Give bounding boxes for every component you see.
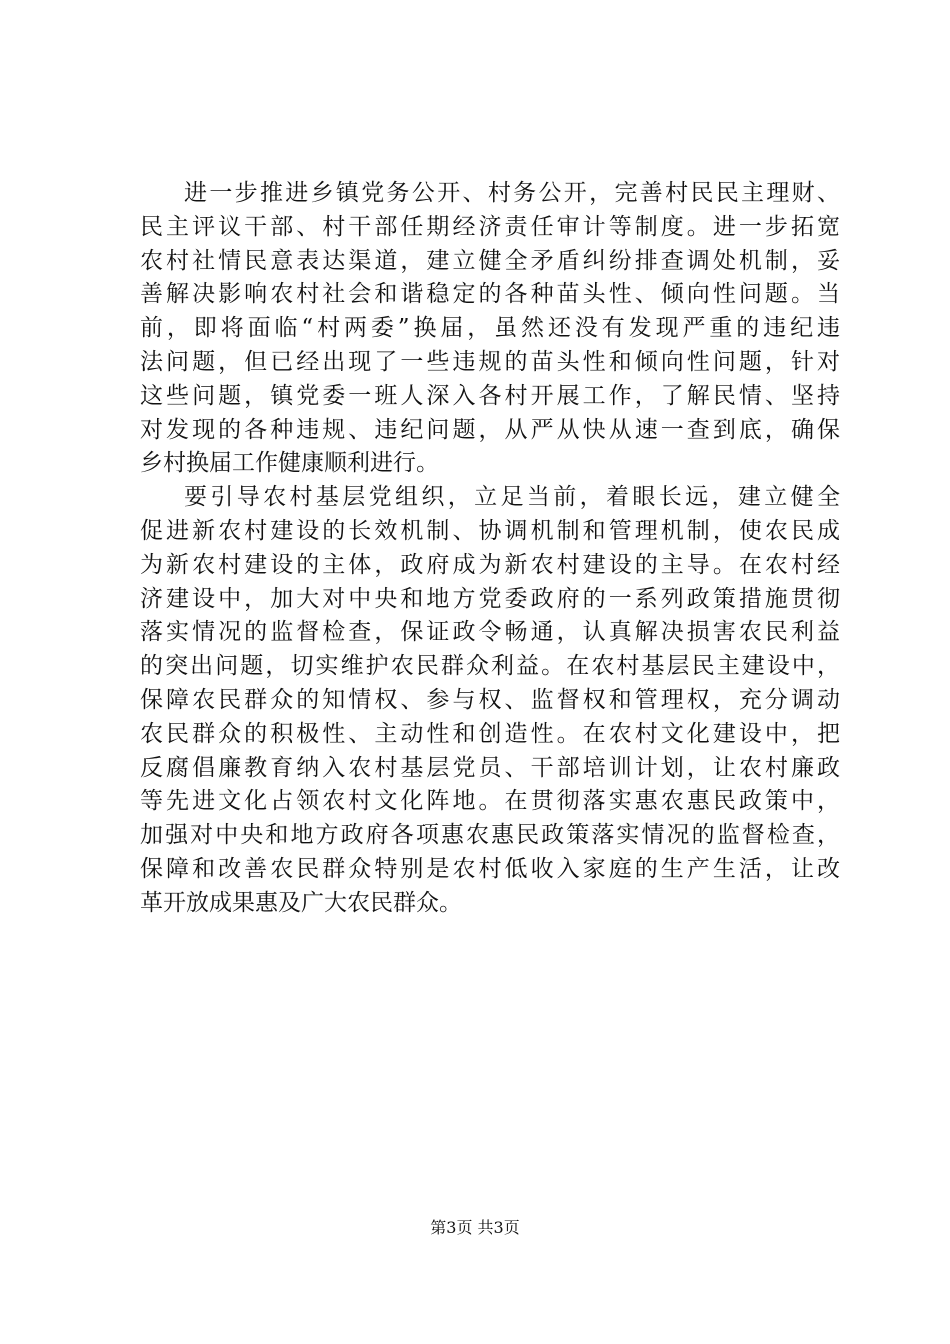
text-line: 保障和改善农民群众特别是农村低收入家庭的生产生活，让改: [140, 855, 840, 882]
text-line: 加强对中央和地方政府各项惠农惠民政策落实情况的监督检查，: [140, 822, 840, 849]
text-line: 民主评议干部、村干部任期经济责任审计等制度。进一步拓宽: [140, 213, 840, 240]
text-line: 善解决影响农村社会和谐稳定的各种苗头性、倾向性问题。当: [140, 281, 840, 308]
text-line: 的突出问题，切实维护农民群众利益。在农村基层民主建设中，: [140, 653, 840, 680]
text-line: 农村社情民意表达渠道，建立健全矛盾纠纷排查调处机制，妥: [140, 247, 840, 274]
text-line: 对发现的各种违规、违纪问题，从严从快从速一查到底，确保: [140, 416, 840, 443]
text-line: 要引导农村基层党组织，立足当前，着眼长远，建立健全: [184, 484, 840, 511]
document-body: [140, 177, 840, 921]
text-line: 农民群众的积极性、主动性和创造性。在农村文化建设中，把: [140, 720, 840, 747]
text-line: 乡村换届工作健康顺利进行。: [140, 450, 439, 477]
text-line: 这些问题，镇党委一班人深入各村开展工作，了解民情、坚持: [140, 382, 840, 409]
text-line: 革开放成果惠及广大农民群众。: [140, 889, 462, 916]
text-line: 济建设中，加大对中央和地方党委政府的一系列政策措施贯彻: [140, 585, 840, 612]
text-line: 促进新农村建设的长效机制、协调机制和管理机制，使农民成: [140, 517, 840, 544]
paragraph: [140, 481, 840, 920]
page-number-footer: 第3页 共3页: [430, 1218, 520, 1237]
text-line: 前，即将面临“村两委”换届，虽然还没有发现严重的违纪违: [140, 315, 840, 342]
text-line: 为新农村建设的主体，政府成为新农村建设的主导。在农村经: [140, 551, 840, 578]
text-line: 进一步推进乡镇党务公开、村务公开，完善村民民主理财、: [184, 180, 840, 206]
text-line: 落实情况的监督检查，保证政令畅通，认真解决损害农民利益: [140, 619, 840, 646]
text-line: 等先进文化占领农村文化阵地。在贯彻落实惠农惠民政策中，: [140, 788, 840, 815]
text-line: 法问题，但已经出现了一些违规的苗头性和倾向性问题，针对: [140, 348, 840, 375]
text-line: 保障农民群众的知情权、参与权、监督权和管理权，充分调动: [140, 686, 840, 713]
text-line: 反腐倡廉教育纳入农村基层党员、干部培训计划，让农村廉政: [140, 754, 840, 781]
paragraph: [140, 177, 840, 481]
